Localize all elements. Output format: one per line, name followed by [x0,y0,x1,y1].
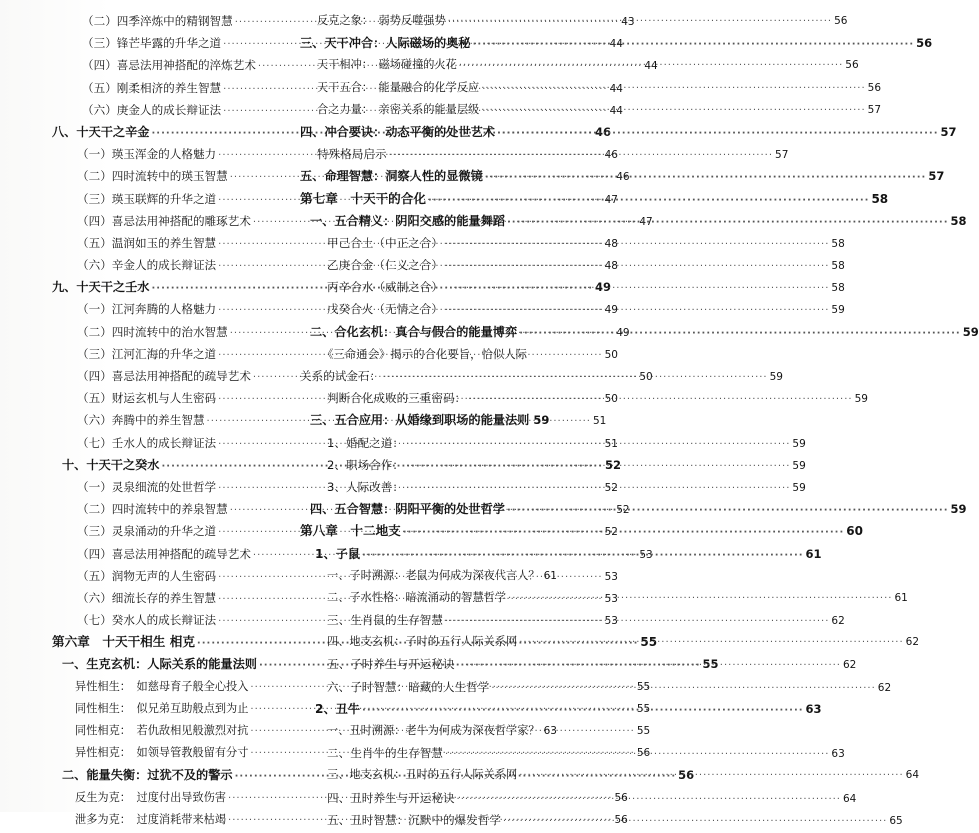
toc-page-number: 62 [905,636,920,649]
toc-page-number: 58 [871,191,889,206]
toc-entry-title: 三、地支玄机：丑时的五行人际关系网 [327,768,518,782]
toc-page-number: 56 [614,813,628,826]
toc-entry-title: 天干相冲： 磁场碰撞的火花 [317,58,457,72]
toc-entry-title: （三）锋芒毕露的升华之道 [82,36,222,51]
toc-page-number: 56 [614,791,628,804]
toc-entry-title: 九、十天干之壬水 [52,280,150,295]
toc-page-number: 44 [609,104,623,117]
toc-entry-title: 二、生肖牛的生存智慧 [327,746,443,761]
toc-page-number: 56 [678,768,695,783]
toc-entry-title: 三、生肖鼠的生存智慧 [327,613,443,628]
toc-entry-title: 第七章 十天干的合化 [300,190,426,206]
toc-leader-dots [457,655,841,677]
toc-entry-title: （一）瑛玉浑金的人格魅力 [77,147,217,162]
toc-page-number: 44 [644,60,658,73]
toc-entry-title: 一、生克玄机：人际关系的能量法则 [62,657,257,672]
toc-leader-dots [497,123,939,145]
toc-entry-title: 2、职场合作： [327,457,404,472]
toc-entry-title: 二、合化玄机：真合与假合的能量博弈 [310,324,518,339]
toc-entry[interactable] [300,565,557,587]
toc-leader-dots [406,478,790,500]
toc-page-number: 47 [639,215,653,228]
toc-entry-title: （七）癸水人的成长辩证法 [77,613,217,628]
toc-entry-title: （四）喜忌法用神搭配的淬炼艺术 [82,58,256,73]
toc-leader-dots [457,789,841,811]
toc-page-number: 62 [877,681,892,694]
toc-entry-title: 1、子鼠 [315,546,361,561]
toc-page-number: 48 [604,237,618,250]
toc-entry-title: 关系的试金石： [300,369,382,383]
toc-leader-dots [445,256,829,278]
toc-page-number: 59 [533,413,550,428]
toc-entry-title: 四、五合智慧：阴阳平衡的处世哲学 [310,502,505,517]
toc-page-number: 58 [831,260,845,273]
toc-leader-dots [508,588,892,610]
toc-page-number: 52 [605,457,622,472]
toc-leader-dots [459,55,843,77]
toc-entry-title: 反克之象： 弱势反噬强势 [317,14,446,27]
toc-entry-title: 四、冲合要诀：动态平衡的处世艺术 [300,124,495,139]
toc-page-number: 60 [846,524,863,539]
toc-entry-title: 五、命理智慧：洞察人性的显微镜 [300,169,483,184]
toc-leader-dots [389,145,773,167]
toc-page-number: 64 [905,769,920,782]
toc-page-number: 55 [636,680,651,693]
toc-page-number: 52 [604,481,618,494]
toc-entry-title: （二）四时流转中的瑛玉智慧 [77,169,228,184]
toc-entry-title: 第八章 十二地支 [300,523,401,539]
toc-leader-dots [445,611,829,633]
toc-page-number: 55 [636,702,651,715]
toc-page-number: 64 [843,792,857,805]
toc-page-number: 51 [593,415,607,428]
toc-entry-title: 戊癸合火（无情之合） [327,302,443,317]
toc-entry-title: （六）奔腾中的养生智慧 [77,413,205,428]
toc-entry-title: 《三命通会》揭示的合化要旨，恰似人际 [322,346,528,361]
toc-entry-title: （二）四季淬炼中的精钢智慧 [82,14,233,28]
toc-page-number: 59 [854,393,868,406]
toc-entry-title: 合之力量： 亲密关系的能量层级 [317,102,480,116]
toc-entry-title: （六）庚金人的成长辩证法 [82,102,222,117]
toc-page-number: 62 [843,659,857,672]
toc-entry-title: 乙庚合金（仁义之合） [327,258,443,273]
toc-leader-dots [485,167,927,189]
toc-page-number: 43 [621,16,635,28]
toc-entry-title: 反生为克： 过度付出导致伤害 [75,790,227,804]
toc-page-number: 51 [604,437,618,450]
toc-page-number: 61 [805,546,822,561]
toc-page-number: 59 [792,437,806,450]
toc-leader-dots [481,78,865,100]
toc-leader-dots [445,234,829,256]
toc-entry-title: 异性相克： 如领导管教般留有分寸 [75,746,249,760]
toc-entry-title: （七）壬水人的成长辩证法 [77,435,217,450]
toc-page-number: 47 [604,193,618,206]
toc-page-number: 56 [636,747,651,760]
toc-page-number: 56 [867,81,882,94]
toc-page-number: 59 [962,324,979,339]
toc-page-number: 46 [616,171,630,184]
toc-entry-title: 四、地支玄机：子时的五行人际关系网 [327,635,518,649]
toc-leader-dots [406,434,790,456]
toc-page-number: 53 [639,548,653,561]
toc-entry-title: 一、丑时溯源：老牛为何成为深夜哲学家？ [327,724,540,737]
toc-leader-dots [362,700,804,722]
toc-entry-title: 同性相生： 似兄弟互助般点到为止 [75,701,249,715]
toc-entry-title: （一）灵泉细流的处世哲学 [77,479,217,494]
toc-leader-dots [491,678,875,700]
toc-entry-title: （四）喜忌法用神搭配的疏导艺术 [77,369,251,383]
toc-page-number: 56 [916,36,933,51]
toc-page-number: 50 [639,371,653,383]
toc-page-number: 44 [609,82,623,95]
toc-entry-title: 特殊格局启示 [317,147,387,162]
toc-leader-dots [406,456,790,478]
toc-entry-title: 二、能量失衡：过犹不及的警示 [62,768,233,783]
toc-leader-dots [519,323,961,345]
toc-page-number: 53 [604,570,618,583]
toc-entry-title: （四）喜忌法用神搭配的疏导艺术 [77,546,251,561]
toc-entry-title: 三、天干冲合：人际磁场的奥秘 [300,36,471,51]
toc-page-number: 62 [831,615,845,628]
toc-entry[interactable] [300,720,557,742]
toc-leader-dots [362,545,804,567]
toc-entry-title: （六）细流长存的养生智慧 [77,590,217,605]
toc-page-number: 55 [636,725,651,737]
toc-entry-title: （二）四时流转中的治水智慧 [77,324,228,339]
toc-page-number: 61 [543,569,557,582]
toc-entry-title: 四、丑时养生与开运秘诀 [327,790,455,805]
toc-entry-title: 六、子时智慧：暗藏的人生哲学 [327,679,490,694]
toc-entry-title: 1、婚配之道： [327,435,404,450]
toc-page-number: 55 [702,657,719,672]
toc-page-number: 58 [831,282,845,295]
toc-entry-title: 异性相生： 如慈母育子般全心投入 [75,679,249,693]
toc-page-number: 55 [640,635,658,650]
toc-page-number: 63 [831,748,845,761]
toc-leader-dots [468,389,852,411]
toc-page-number: 61 [894,591,908,604]
toc-leader-dots [403,522,845,544]
toc-entry-title: （四）喜忌法用神搭配的雕琢艺术 [77,213,251,228]
toc-page-number: 57 [928,169,945,184]
toc-page-number: 59 [950,502,967,517]
toc-page-number: 56 [834,15,848,27]
toc-entry-title: （三）江河汇海的升华之道 [77,346,217,361]
toc-leader-dots [481,100,865,122]
toc-leader-dots [507,500,949,522]
toc-page-number: 59 [769,371,783,383]
toc-page-number: 53 [604,615,618,628]
toc-entry-title: 十、十天干之癸水 [62,457,160,472]
toc-page-number: 50 [604,393,618,406]
toc-entry-title: （三）灵泉涌动的升华之道 [77,524,217,539]
toc-entry[interactable] [300,409,550,431]
toc-page-number: 58 [950,213,967,228]
toc-entry-title: （一）江河奔腾的人格魅力 [77,302,217,317]
toc-leader-dots [448,11,832,33]
toc-entry-title: 甲己合土（中正之合） [327,235,443,250]
toc-entry-title: 判断合化成败的三重密码： [327,391,467,406]
toc-page-number: 46 [595,124,612,139]
toc-page-number: 52 [604,526,618,539]
toc-entry-title: 泄多为克： 过度消耗带来枯竭 [75,812,227,826]
toc-leader-dots [503,811,887,833]
toc-leader-dots [507,212,949,234]
toc-page-number: 48 [604,260,618,273]
toc-leader-dots [445,300,829,322]
toc-page-number: 58 [831,237,845,250]
toc-entry-title: 天干五合： 能量融合的化学反应 [317,80,480,94]
toc-entry-title: （三）瑛玉联辉的升华之道 [77,191,217,206]
toc-entry-title: 二、子水性格：暗流涌动的智慧哲学 [327,590,507,604]
toc-page-number: 56 [845,59,859,72]
toc-page-number: 50 [604,348,618,361]
toc-entry-title: （六）辛金人的成长辩证法 [77,258,217,273]
toc-leader-dots [473,34,915,56]
toc-entry-title: 一、五合精义：阴阳交感的能量舞蹈 [310,213,505,228]
toc-entry-title: 五、丑时智慧：沉默中的爆发哲学 [327,812,501,827]
toc-leader-dots [383,367,767,389]
toc-entry[interactable] [300,343,544,365]
toc-entry-title: （五）温润如玉的养生智慧 [77,235,217,250]
toc-entry-title: （五）刚柔相济的养生智慧 [82,80,222,95]
toc-page-number: 49 [595,280,612,295]
toc-page-number: 57 [867,103,882,116]
toc-page-number: 59 [831,304,845,317]
toc-entry-title: 三、五合应用：从婚缘到职场的能量法则 [310,413,530,428]
toc-page-number: 63 [543,725,557,737]
toc-leader-dots [445,744,829,766]
toc-page-number: 49 [616,326,630,339]
toc-entry-title: （五）润物无声的人生密码 [77,568,217,583]
toc-leader-dots [519,632,903,654]
toc-page-number: 53 [604,592,618,605]
toc-entry-title: （五）财运玄机与人生密码 [77,391,217,406]
toc-entry-title: （二）四时流转中的养泉智慧 [77,502,228,517]
toc-page-number: 59 [792,481,806,494]
toc-entry-title: 一、子时溯源：老鼠为何成为深夜代言人？ [327,568,540,582]
toc-page-number: 52 [616,504,630,517]
toc-entry-title: 五、子时养生与开运秘诀 [327,657,455,672]
toc-entry-title: 2、丑牛 [315,701,361,716]
toc-leader-dots [445,278,829,300]
toc-page-number: 63 [805,701,822,716]
toc-page-number: 65 [889,814,903,827]
toc-page-number: 59 [792,459,806,472]
toc-page-number: 57 [940,124,957,139]
toc-leader-dots [519,765,903,787]
toc-page-number: 57 [775,149,789,162]
toc-leader-dots [428,190,870,212]
toc-entry-title: 第六章 十天干相生 相克 [52,634,195,650]
toc-page-number: 44 [609,38,623,51]
toc-entry-title: 丙辛合水（威制之合） [327,280,443,295]
toc-entry-title: 八、十天干之辛金 [52,124,150,139]
toc-entry-title: 3、人际改善： [327,479,404,494]
toc-page-number: 46 [604,149,618,162]
toc-entry-title: 同性相克： 若仇敌相见般激烈对抗 [75,724,249,737]
toc-page-number: 49 [604,304,618,317]
